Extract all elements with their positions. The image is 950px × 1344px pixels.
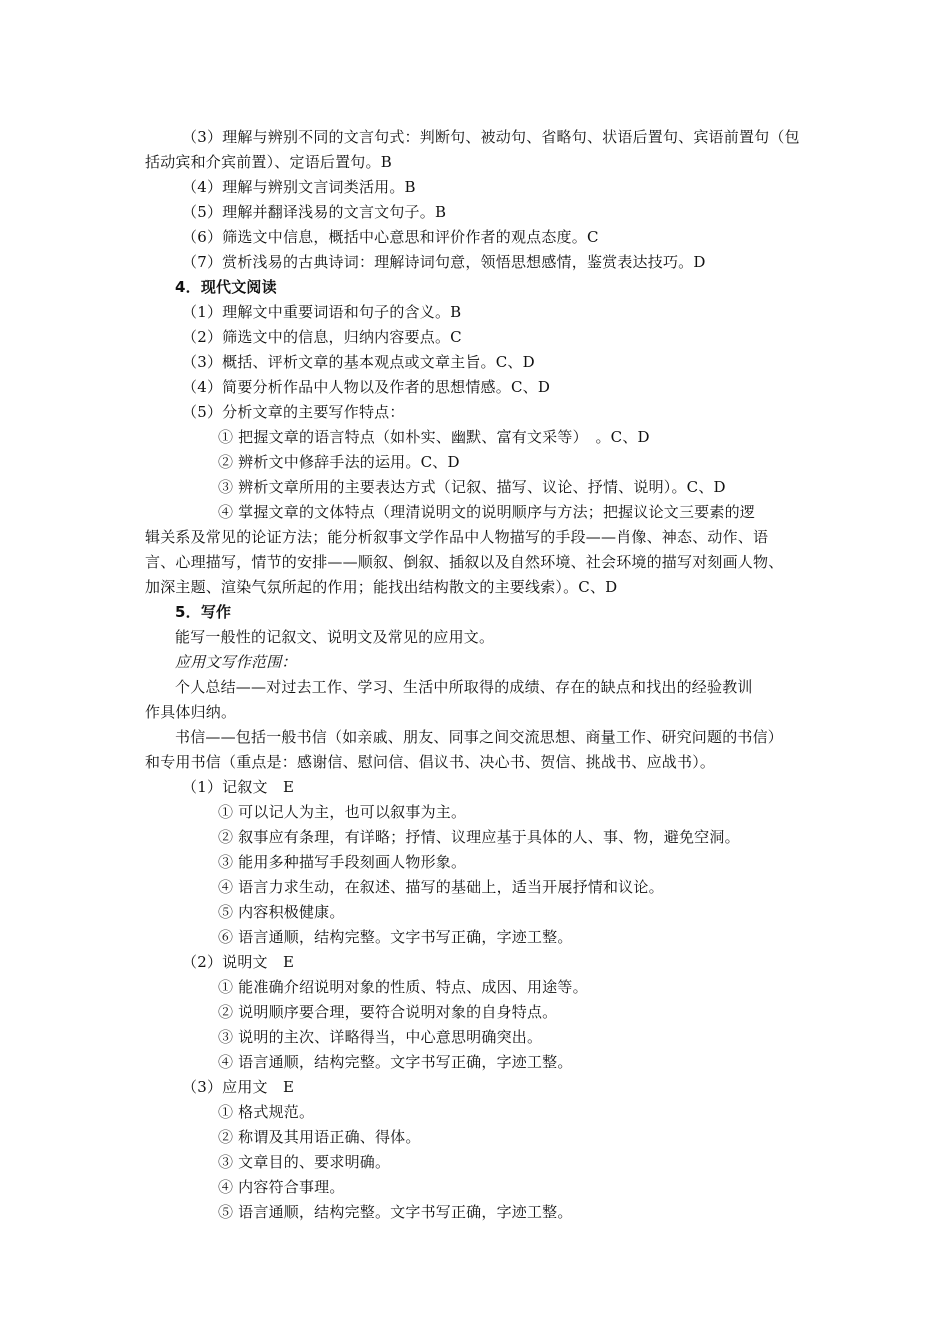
narrative-title: （1）记叙文 E bbox=[182, 778, 295, 796]
narrative-req-4: ④ 语言力求生动，在叙述、描写的基础上，适当开展抒情和议论。 bbox=[218, 878, 664, 896]
sec4-item-5: （5）分析文章的主要写作特点： bbox=[182, 403, 405, 421]
expository-req-4: ④ 语言通顺，结构完整。文字书写正确，字迹工整。 bbox=[218, 1053, 573, 1071]
sec4-item-1: （1）理解文中重要词语和句子的含义。B bbox=[182, 303, 462, 321]
item-4: （4）理解与辨别文言词类活用。B bbox=[182, 178, 416, 196]
sec4-sub-4-line-1: ④ 掌握文章的文体特点（理清说明文的说明顺序与方法；把握议论文三要素的逻 bbox=[218, 503, 755, 521]
sec5-para-4-line-1: 书信——包括一般书信（如亲戚、朋友、同事之间交流思想、商量工作、研究问题的书信） bbox=[175, 728, 784, 746]
narrative-req-1: ① 可以记人为主，也可以叙事为主。 bbox=[218, 803, 467, 821]
sec4-sub-4-line-3: 言、心理描写，情节的安排——顺叙、倒叙、插叙以及自然环境、社会环境的描写对刻画人物、 bbox=[145, 553, 784, 571]
sec5-para-3-line-2: 作具体归纳。 bbox=[145, 703, 237, 721]
sec5-para-3-line-1: 个人总结——对过去工作、学习、生活中所取得的成绩、存在的缺点和找出的经验教训 bbox=[175, 678, 753, 696]
practical-req-1: ① 格式规范。 bbox=[218, 1103, 315, 1121]
practical-title: （3）应用文 E bbox=[182, 1078, 295, 1096]
sec5-para-4-line-2: 和专用书信（重点是：感谢信、慰问信、倡议书、决心书、贺信、挑战书、应战书）。 bbox=[145, 753, 716, 771]
item-3-line-1: （3）理解与辨别不同的文言句式：判断句、被动句、省略句、状语后置句、宾语前置句（包 bbox=[182, 128, 800, 146]
narrative-req-5: ⑤ 内容积极健康。 bbox=[218, 903, 345, 921]
expository-title: （2）说明文 E bbox=[182, 953, 295, 971]
sec4-sub-3: ③ 辨析文章所用的主要表达方式（记叙、描写、议论、抒情、说明）。C、D bbox=[218, 478, 726, 496]
item-7: （7）赏析浅易的古典诗词：理解诗词句意，领悟思想感情，鉴赏表达技巧。D bbox=[182, 253, 706, 271]
section-5-heading: 5．写作 bbox=[175, 603, 232, 621]
practical-req-5: ⑤ 语言通顺，结构完整。文字书写正确，字迹工整。 bbox=[218, 1203, 573, 1221]
sec4-sub-4-line-4: 加深主题、渲染气氛所起的作用；能找出结构散文的主要线索）。C、D bbox=[145, 578, 618, 596]
sec4-item-2: （2）筛选文中的信息，归纳内容要点。C bbox=[182, 328, 462, 346]
item-5: （5）理解并翻译浅易的文言文句子。B bbox=[182, 203, 447, 221]
narrative-req-3: ③ 能用多种描写手段刻画人物形象。 bbox=[218, 853, 467, 871]
expository-req-2: ② 说明顺序要合理，要符合说明对象的自身特点。 bbox=[218, 1003, 558, 1021]
sec4-item-3: （3）概括、评析文章的基本观点或文章主旨。C、D bbox=[182, 353, 535, 371]
sec5-para-2: 应用文写作范围： bbox=[175, 653, 297, 671]
narrative-req-6: ⑥ 语言通顺，结构完整。文字书写正确，字迹工整。 bbox=[218, 928, 573, 946]
expository-req-3: ③ 说明的主次、详略得当，中心意思明确突出。 bbox=[218, 1028, 543, 1046]
sec4-sub-1: ① 把握文章的语言特点（如朴实、幽默、富有文采等） 。C、D bbox=[218, 428, 650, 446]
item-3-line-2: 括动宾和介宾前置）、定语后置句。B bbox=[145, 153, 392, 171]
practical-req-4: ④ 内容符合事理。 bbox=[218, 1178, 345, 1196]
item-6: （6）筛选文中信息，概括中心意思和评价作者的观点态度。C bbox=[182, 228, 599, 246]
practical-req-2: ② 称谓及其用语正确、得体。 bbox=[218, 1128, 421, 1146]
section-4-heading: 4．现代文阅读 bbox=[175, 278, 277, 296]
sec4-sub-2: ② 辨析文中修辞手法的运用。C、D bbox=[218, 453, 460, 471]
sec4-item-4: （4）简要分析作品中人物以及作者的思想情感。C、D bbox=[182, 378, 551, 396]
sec4-sub-4-line-2: 辑关系及常见的论证方法；能分析叙事文学作品中人物描写的手段——肖像、神态、动作、语 bbox=[145, 528, 769, 546]
narrative-req-2: ② 叙事应有条理，有详略；抒情、议理应基于具体的人、事、物，避免空洞。 bbox=[218, 828, 740, 846]
expository-req-1: ① 能准确介绍说明对象的性质、特点、成因、用途等。 bbox=[218, 978, 588, 996]
sec5-para-1: 能写一般性的记叙文、说明文及常见的应用文。 bbox=[175, 628, 495, 646]
practical-req-3: ③ 文章目的、要求明确。 bbox=[218, 1153, 391, 1171]
